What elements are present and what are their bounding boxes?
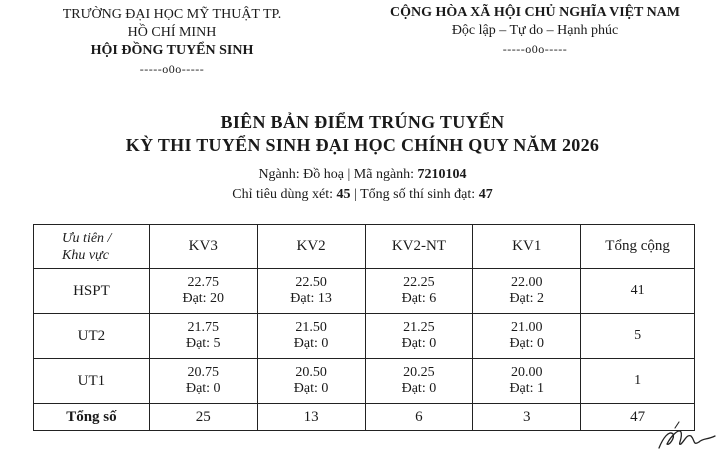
score-cell — [257, 314, 365, 359]
document-subtitle: KỲ THI TUYỂN SINH ĐẠI HỌC CHÍNH QUY NĂM 2026 — [125, 135, 600, 155]
footer-total-kv2nt: 6 — [365, 404, 473, 431]
cutoff-score: 21.00 — [510, 320, 543, 335]
passed-count: Đạt: 0 — [401, 381, 437, 396]
score-cell — [149, 314, 257, 359]
footer-total-kv2: 13 — [257, 404, 365, 431]
document-title: BIÊN BẢN ĐIỂM TRÚNG TUYỂN — [220, 112, 505, 132]
row-total: 41 — [581, 269, 695, 314]
quota-value: 45 — [336, 187, 351, 202]
cutoff-score: 22.50 — [295, 275, 327, 290]
passed-value: 47 — [478, 187, 493, 202]
passed-count: Đạt: 0 — [293, 381, 329, 396]
column-header-kv3: KV3 — [149, 225, 257, 269]
issuer-org-line1: TRƯỜNG ĐẠI HỌC MỸ THUẬT TP. — [62, 7, 282, 22]
corner-header — [34, 225, 150, 269]
national-motto: Độc lập – Tự do – Hạnh phúc — [451, 23, 619, 38]
column-header-kv2nt: KV2-NT — [365, 225, 473, 269]
issuer-divider: -----o0o----- — [139, 62, 205, 76]
passed-count: Đạt: 13 — [290, 291, 332, 306]
score-cell — [365, 314, 473, 359]
national-heading — [360, 4, 710, 58]
score-cell — [149, 269, 257, 314]
table-footer-row — [34, 404, 695, 431]
admission-score-table — [33, 224, 695, 431]
score-cell — [473, 269, 581, 314]
cutoff-score: 20.75 — [187, 365, 219, 380]
row-label-hspt: HSPT — [34, 269, 150, 314]
corner-priority-label: Ưu tiên / — [62, 230, 112, 246]
score-cell — [365, 359, 473, 404]
passed-label: | Tổng số thí sinh đạt: — [350, 187, 479, 202]
nation-name: CỘNG HÒA XÃ HỘI CHỦ NGHĨA VIỆT NAM — [389, 5, 680, 20]
major-info — [0, 167, 725, 183]
table-row — [34, 314, 695, 359]
issuer-org-line2: HỒ CHÍ MINH — [127, 25, 217, 40]
passed-count: Đạt: 20 — [182, 291, 225, 306]
row-total: 1 — [581, 359, 695, 404]
passed-count: Đạt: 0 — [401, 336, 437, 351]
score-cell — [473, 314, 581, 359]
column-header-kv1: KV1 — [473, 225, 581, 269]
cutoff-score: 22.25 — [403, 275, 435, 290]
major-label: Ngành: Đồ hoạ | Mã ngành: — [258, 167, 418, 182]
issuer-block — [28, 6, 316, 78]
cutoff-score: 21.75 — [187, 320, 219, 335]
signature-mark — [655, 420, 719, 454]
score-cell — [473, 359, 581, 404]
passed-count: Đạt: 5 — [185, 336, 221, 351]
major-code: 7210104 — [417, 167, 467, 182]
corner-area-label: Khu vực — [62, 247, 109, 263]
passed-count: Đạt: 6 — [401, 291, 437, 306]
score-cell — [365, 269, 473, 314]
passed-count: Đạt: 1 — [509, 381, 545, 396]
table-row — [34, 359, 695, 404]
table-header-row — [34, 225, 695, 269]
row-label-ut1: UT1 — [34, 359, 150, 404]
national-divider: -----o0o----- — [502, 42, 568, 56]
quota-label: Chỉ tiêu dùng xét: — [232, 187, 337, 202]
score-cell — [257, 269, 365, 314]
cutoff-score: 22.00 — [510, 275, 543, 290]
cutoff-score: 22.75 — [187, 275, 219, 290]
passed-count: Đạt: 0 — [293, 336, 329, 351]
footer-total-kv1: 3 — [473, 404, 581, 431]
cutoff-score: 21.25 — [403, 320, 435, 335]
passed-count: Đạt: 0 — [509, 336, 545, 351]
cutoff-score: 21.50 — [295, 320, 327, 335]
footer-label: Tổng số — [34, 404, 150, 431]
row-label-ut2: UT2 — [34, 314, 150, 359]
column-header-kv2: KV2 — [257, 225, 365, 269]
score-cell — [257, 359, 365, 404]
cutoff-score: 20.00 — [510, 365, 543, 380]
score-cell — [149, 359, 257, 404]
quota-info — [0, 187, 725, 203]
passed-count: Đạt: 0 — [185, 381, 221, 396]
row-total: 5 — [581, 314, 695, 359]
issuer-council: HỘI ĐỒNG TUYỂN SINH — [90, 43, 254, 58]
cutoff-score: 20.25 — [403, 365, 435, 380]
passed-count: Đạt: 2 — [509, 291, 545, 306]
column-header-total: Tổng cộng — [581, 225, 695, 269]
footer-total-kv3: 25 — [149, 404, 257, 431]
cutoff-score: 20.50 — [295, 365, 327, 380]
footer-grand-total: 47 — [581, 404, 695, 431]
table-row — [34, 269, 695, 314]
